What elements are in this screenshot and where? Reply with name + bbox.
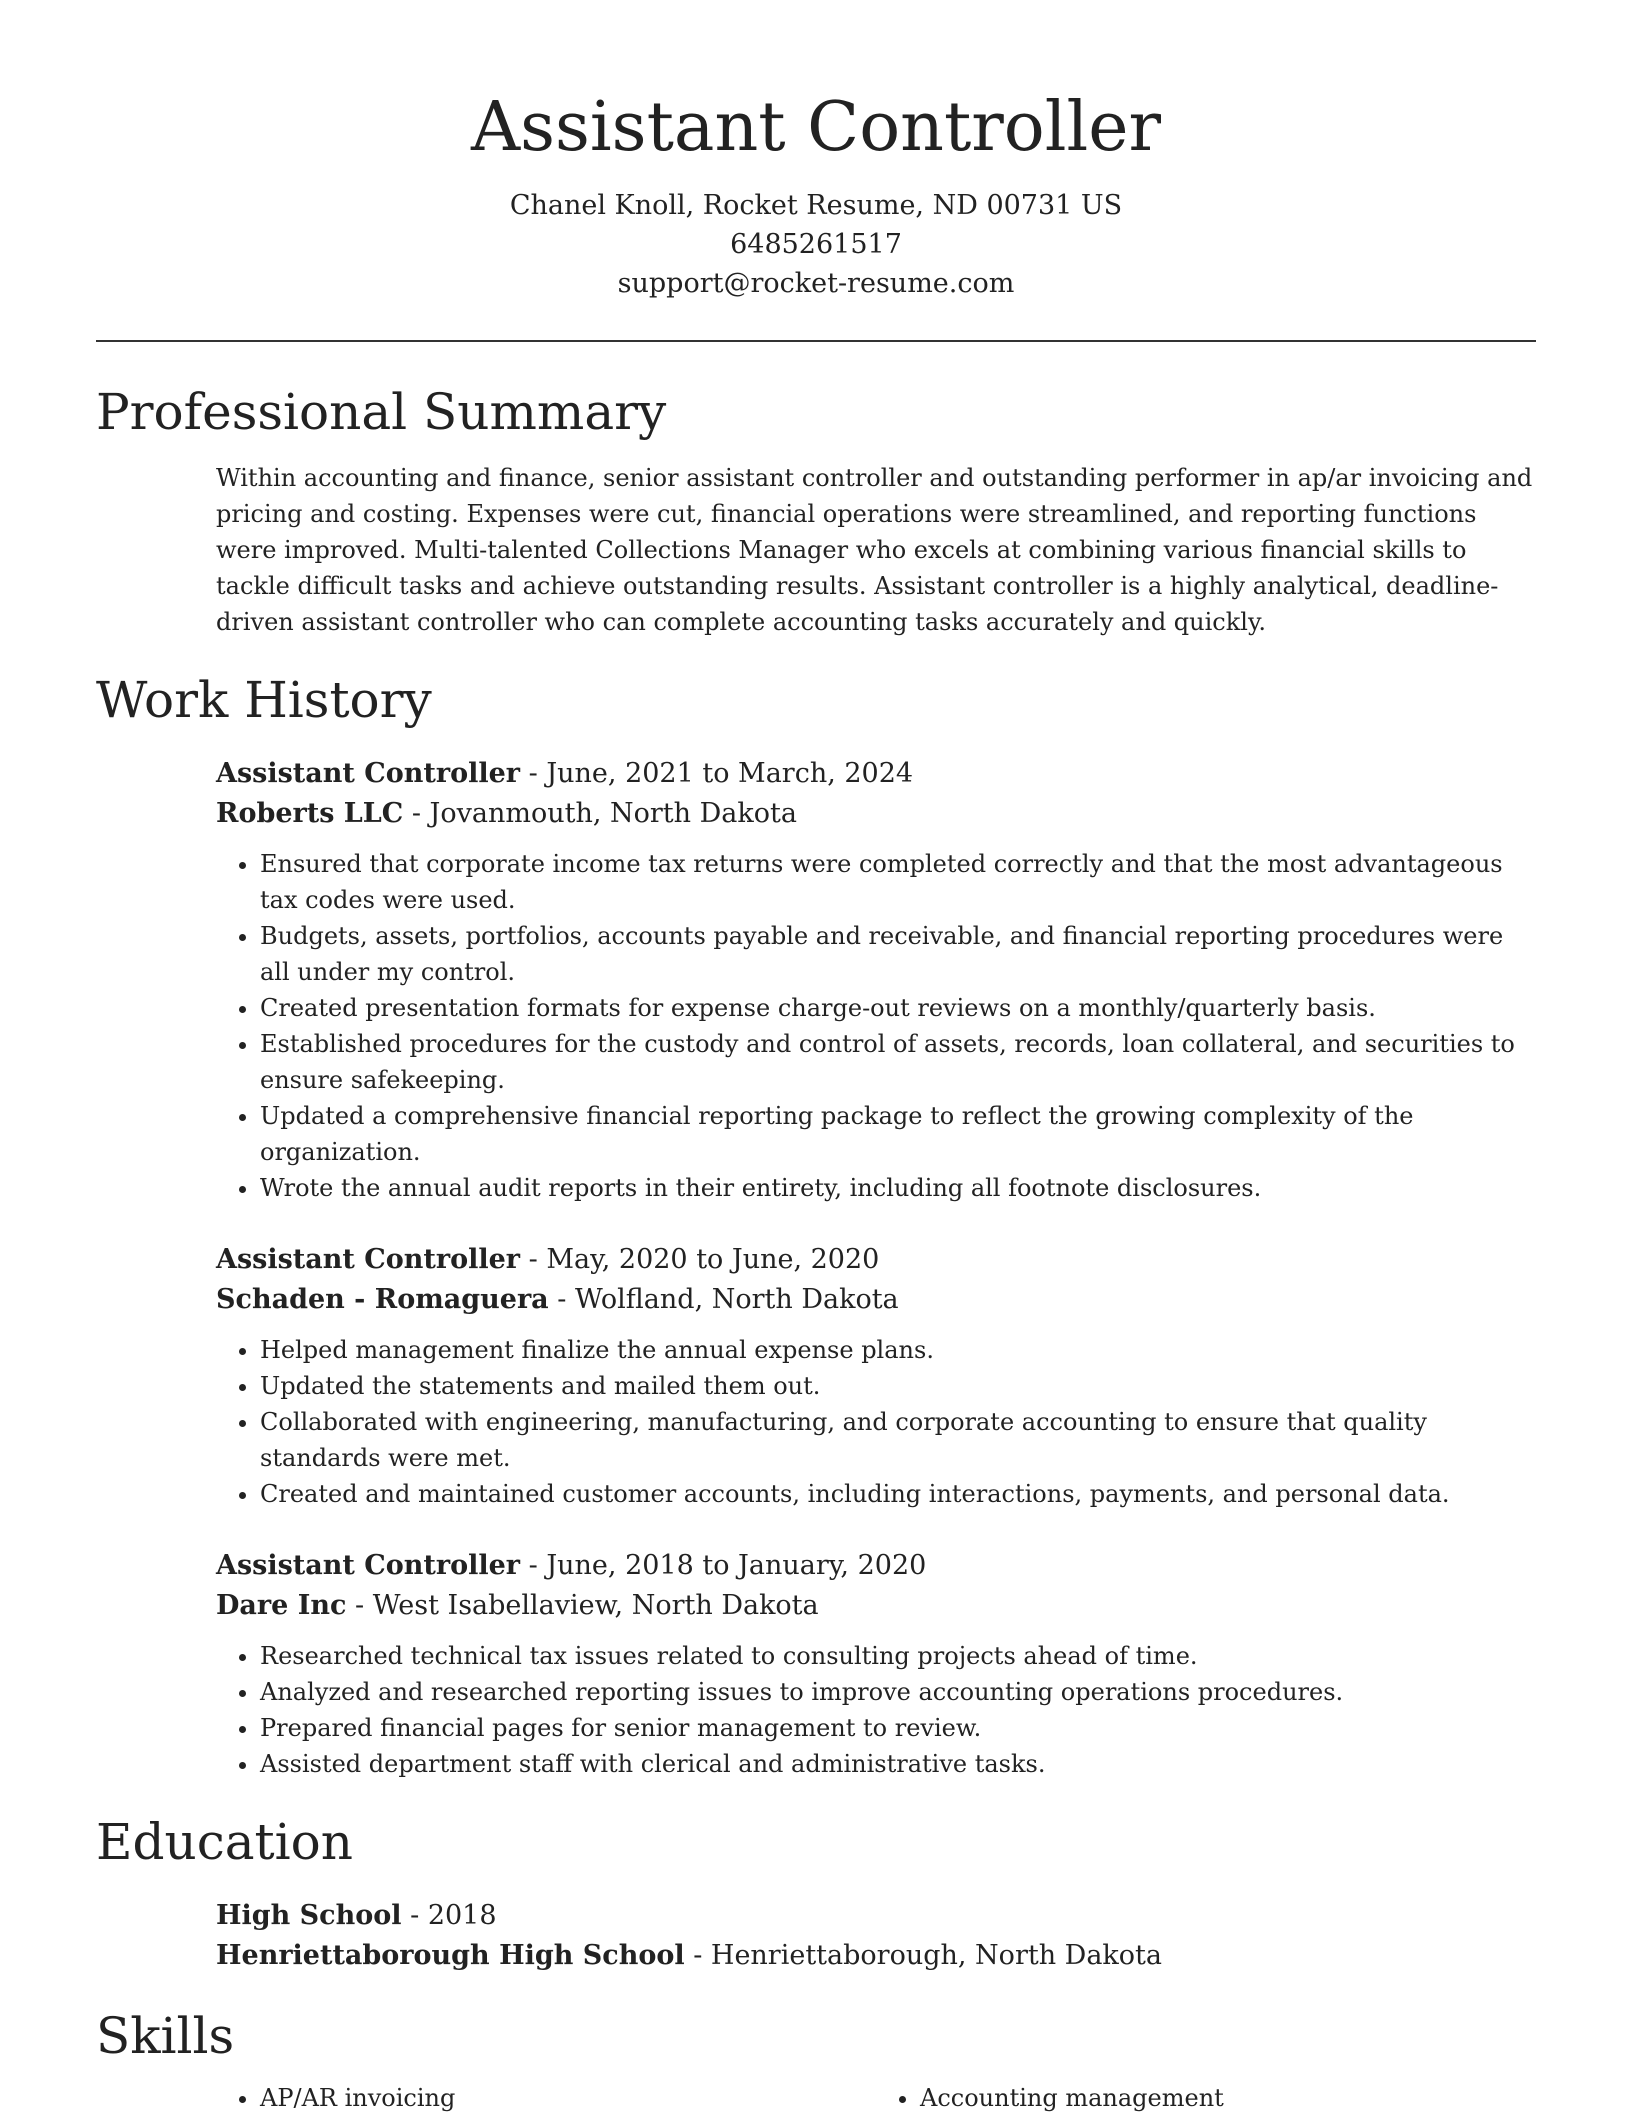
summary-text: Within accounting and finance, senior assistant controller and outstanding performer in ap/ar invoicing and pricing and costing. Expenses were cut, financial operations were streamlined, and reporting functions were improved. Multi-talented Collections Manager who excels at combining various financial skills to tackle difficult tasks and achieve outstanding results. Assistant controller is a highly analytical, deadline-driven assistant controller who can complete accounting tasks accurately and quickly. [216,464,1533,636]
education-degree: High School [216,1900,402,1931]
job-duty: • Collaborated with engineering, manufacturing, and corporate accounting to ensure that quality standards were met. [260,1404,1536,1476]
job-title-line [216,1240,1536,1280]
header-divider [96,340,1536,342]
job-duty: • Created presentation formats for expense charge-out reviews on a monthly/quarterly basis. [260,990,1536,1026]
skills-list [216,2080,1536,2116]
job-duties [216,1638,1536,1782]
job-company-line [216,794,1536,834]
job-company-line [216,1586,1536,1626]
job-duty: • Prepared financial pages for senior management to review. [260,1710,1536,1746]
education-year: - 2018 [401,1900,497,1931]
resume-title: Assistant Controller [471,88,1161,167]
job-duty: • Helped management finalize the annual expense plans. [260,1332,1536,1368]
job-title-line [216,754,1536,794]
job-entry [216,1240,1536,1512]
job-duty: • Assisted department staff with clerical and administrative tasks. [260,1746,1536,1782]
work-history-list [96,754,1536,1782]
job-duty: • Analyzed and researched reporting issues to improve accounting operations procedures. [260,1674,1536,1710]
job-company: Schaden - Romaguera [216,1284,549,1315]
job-duty: • Budgets, assets, portfolios, accounts payable and receivable, and financial reporting procedures were all under my control. [260,918,1536,990]
education-location: - Henriettaborough, North Dakota [684,1940,1162,1971]
summary-heading: Professional Summary [96,383,667,441]
resume-header [96,0,1536,303]
job-entry [216,1546,1536,1782]
education-school: Henriettaborough High School [216,1940,685,1971]
job-dates: - June, 2018 to January, 2020 [520,1550,927,1581]
education-item [216,1896,1536,1976]
job-duty: • Researched technical tax issues related to consulting projects ahead of time. [260,1638,1536,1674]
job-duty: • Wrote the annual audit reports in their entirety, including all footnote disclosures. [260,1170,1536,1206]
work-history-heading: Work History [96,671,432,729]
education-heading: Education [96,1813,353,1871]
job-title-line [216,1546,1536,1586]
job-duty: • Created and maintained customer accounts, including interactions, payments, and personal data. [260,1476,1536,1512]
job-title: Assistant Controller [216,1244,521,1275]
job-location: - West Isabellaview, North Dakota [346,1590,819,1621]
job-company: Dare Inc [216,1590,347,1621]
skills-column-right [876,2080,1536,2116]
job-duties [216,846,1536,1206]
contact-email: support@rocket-resume.com [617,268,1015,299]
job-company: Roberts LLC [216,798,404,829]
job-location: - Wolfland, North Dakota [548,1284,899,1315]
skill-item: • AP/AR invoicing [260,2080,876,2116]
job-duties [216,1332,1536,1512]
job-duty: • Updated a comprehensive financial reporting package to reflect the growing complexity of the organization. [260,1098,1536,1170]
job-entry [216,754,1536,1206]
education-entry [96,1896,1536,1976]
job-title: Assistant Controller [216,758,521,789]
job-title: Assistant Controller [216,1550,521,1581]
job-duty: • Updated the statements and mailed them out. [260,1368,1536,1404]
job-duty: • Established procedures for the custody and control of assets, records, loan collateral, and securities to ensure safekeeping. [260,1026,1536,1098]
contact-address: Chanel Knoll, Rocket Resume, ND 00731 US [509,190,1123,221]
job-duty: • Ensured that corporate income tax returns were completed correctly and that the most advantageous tax codes were used. [260,846,1536,918]
education-degree-line [216,1896,1536,1936]
skill-item: • Accounting management [920,2080,1536,2116]
education-school-line [216,1936,1536,1976]
job-company-line [216,1280,1536,1320]
skills-heading: Skills [96,2007,235,2065]
job-dates: - May, 2020 to June, 2020 [520,1244,880,1275]
contact-info [96,186,1536,303]
contact-phone: 6485261517 [730,229,902,260]
skills-column-left [216,2080,876,2116]
job-dates: - June, 2021 to March, 2024 [520,758,914,789]
job-location: - Jovanmouth, North Dakota [403,798,797,829]
